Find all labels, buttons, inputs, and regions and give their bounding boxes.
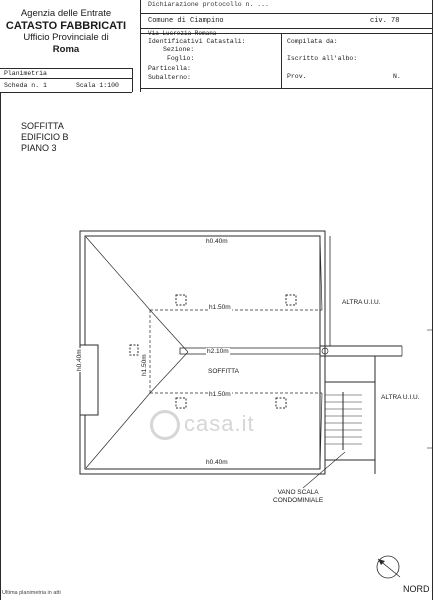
scheda-label: Scheda n. 1 [4, 82, 47, 89]
altra-uiu-upper: ALTRA U.I.U. [342, 299, 381, 306]
vano-line-1: VANO SCALA [277, 489, 319, 496]
vent-box-3 [176, 398, 186, 408]
agency-name: Agenzia delle Entrate [20, 8, 112, 19]
room-label-soffitta: SOFFITTA [208, 368, 239, 375]
ridge-diag-bl [150, 352, 188, 393]
iscritto-label: Iscritto all'albo: [287, 55, 358, 62]
compass-label: NORD [403, 584, 430, 594]
sezione-label: Sezione: [163, 46, 195, 53]
subalterno-label: Subalterno: [148, 74, 191, 81]
compilata-label: Compilata da: [287, 38, 338, 45]
comune-field: Comune di Ciampino [148, 17, 224, 25]
dim-left: h0.40m [76, 349, 83, 371]
vano-scala-label [273, 489, 323, 505]
footer-note: Ultima planimetria in atti [2, 590, 61, 596]
dim-center: h2.10m [207, 348, 229, 355]
vent-box-2 [286, 295, 296, 305]
central-beam [180, 348, 320, 354]
vano-pointer [303, 452, 345, 488]
prov-label: Prov. [287, 73, 307, 80]
planimetria-label: Planimetria [4, 70, 47, 77]
watermark-logo [150, 410, 255, 440]
foglio-label: Foglio: [167, 55, 195, 62]
particella-label: Particella: [148, 65, 191, 72]
ridge-diag-tl [150, 310, 188, 352]
altra-uiu-lower: ALTRA U.I.U. [381, 394, 420, 401]
vent-box-4 [276, 398, 286, 408]
protocol-row: Dichiarazione protocollo n. ... [148, 1, 269, 8]
vent-box-5 [130, 345, 138, 355]
city-label: Roma [52, 44, 80, 55]
ufficio-label: Ufficio Provinciale di [23, 32, 109, 43]
ridge-line-tl [86, 237, 150, 310]
compass-rose [370, 553, 410, 585]
watermark-text: casa.it [184, 410, 255, 436]
vano-line-2: CONDOMINIALE [273, 497, 324, 504]
scala-label: Scala 1:100 [76, 82, 119, 89]
catasto-title: CATASTO FABBRICATI [5, 20, 127, 32]
via-field: Via Lucrezia Romana [148, 30, 217, 37]
dim-mid-upper: h1.50m [209, 304, 231, 311]
title-line-piano: PIANO 3 [21, 143, 57, 153]
identificativi-label: Identificativi Catastali: [148, 38, 246, 45]
dim-top: h0.40m [206, 238, 228, 245]
watermark-house-icon [150, 410, 180, 440]
stair-well [325, 382, 375, 460]
civ-field: civ. 78 [370, 17, 400, 25]
title-line-edificio: EDIFICIO B [21, 132, 69, 142]
frame-ticks [427, 330, 432, 448]
dim-mid-lower: h1.50m [209, 391, 231, 398]
dim-bottom: h0.40m [206, 459, 228, 466]
dim-left-inner: h1.50m [141, 354, 148, 376]
n-label: N. [393, 73, 401, 80]
vent-box-1 [176, 295, 186, 305]
title-line-soffitta: SOFFITTA [21, 121, 64, 131]
